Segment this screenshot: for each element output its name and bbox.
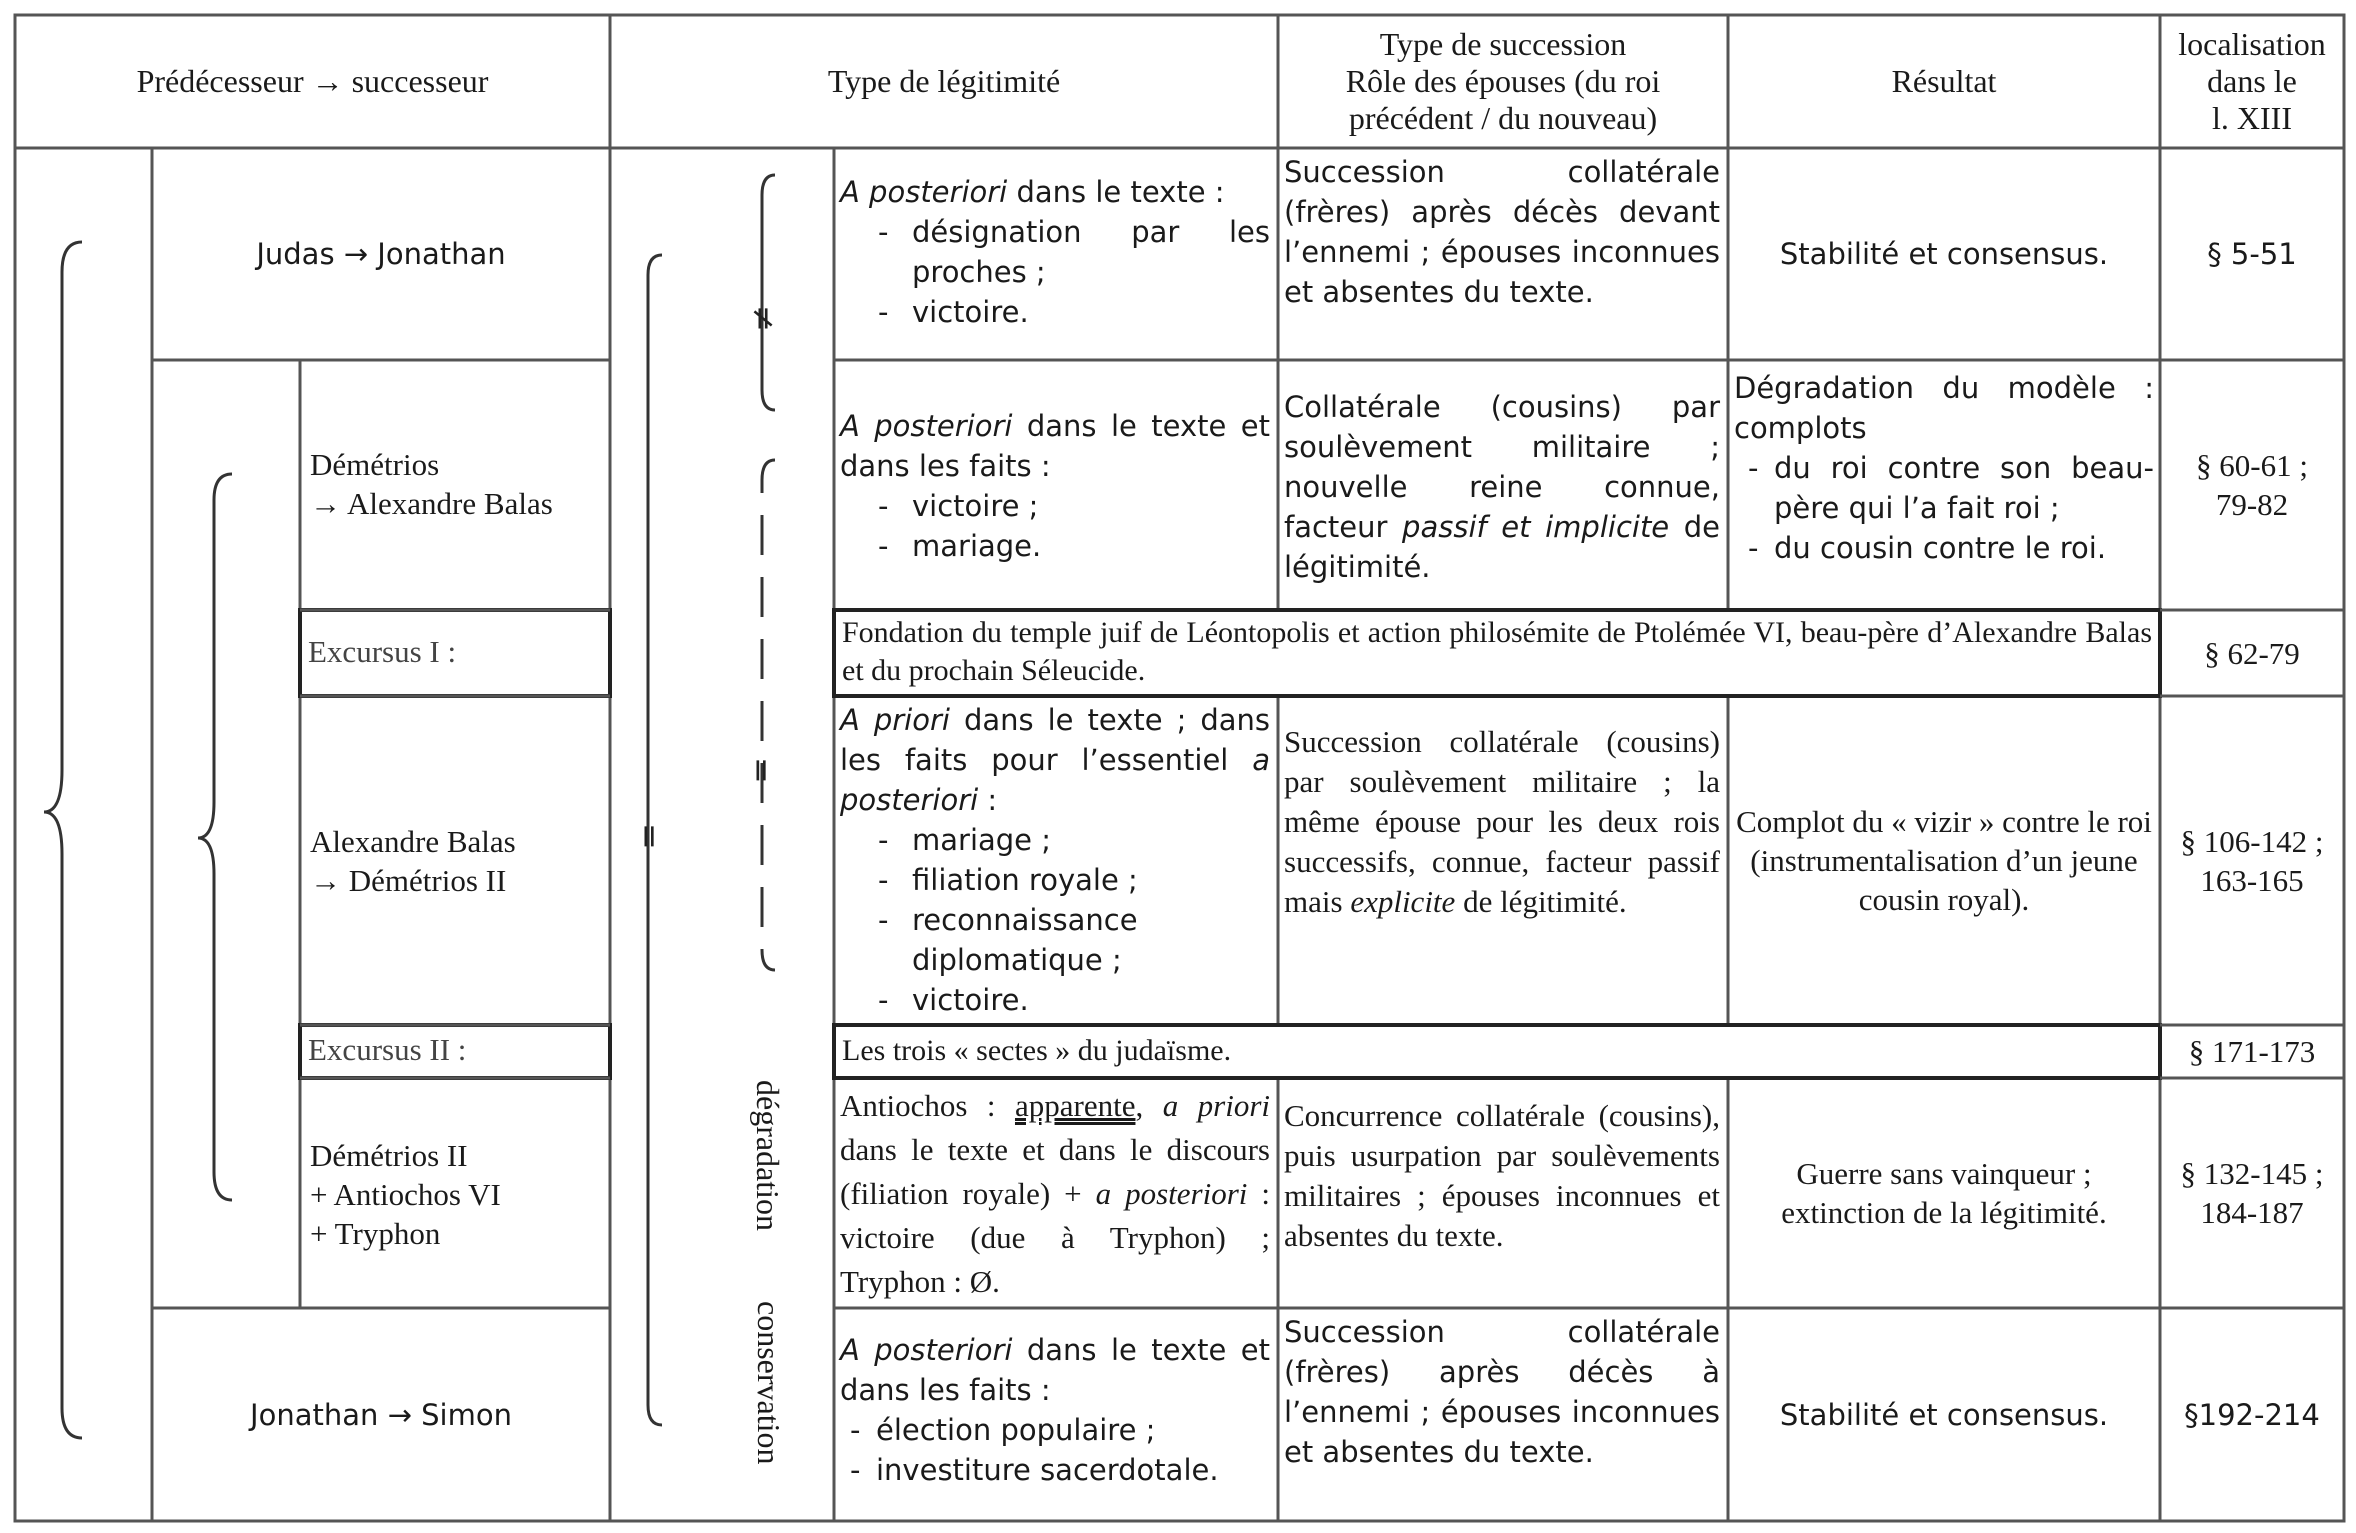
header-col1-label: Prédécesseur → successeur [136, 63, 489, 99]
conservation-label: conservation [751, 1301, 787, 1465]
row1-legitimite-intro [840, 172, 1270, 212]
row2-legitimite-list [840, 486, 1270, 566]
row1-succession-label: Judas → Jonathan [256, 237, 506, 271]
row7-resultat [1728, 1308, 2160, 1521]
row2-legitimite-italic: A posteriori [840, 409, 1013, 443]
list-item: - victoire ; [840, 486, 1270, 526]
dashed-bracket-icon [762, 460, 775, 970]
row2-type-a: Collatérale (cousins) par soulèvement militaire ; nouvelle reine connue, facteur [1284, 390, 1720, 544]
header-col5-line3: l. XIII [2212, 100, 2292, 136]
header-col3-line3: précédent / du nouveau) [1348, 100, 1658, 136]
row2-type-italic: passif et implicite [1402, 510, 1670, 544]
big-brace-icon [44, 242, 82, 1438]
row6-legitimite-c: dans le texte et dans le discours (filiation royale) + [840, 1132, 1270, 1211]
row6-succession-line3: + Tryphon [310, 1216, 441, 1251]
row6-localisation-line1: § 132-145 ; [2180, 1156, 2324, 1191]
row4-legitimite-list [840, 820, 1270, 1020]
row2-legitimite-intro [840, 406, 1270, 486]
row2-localisation [2160, 360, 2344, 610]
not-equal-symbol: ≠ [745, 305, 783, 332]
list-item: - mariage. [840, 526, 1270, 566]
row7-resultat-label: Stabilité et consensus. [1779, 1397, 2109, 1432]
row1-legitimite-text: dans le texte : [1007, 175, 1225, 209]
row2-localisation-line1: § 60-61 ; [2196, 448, 2308, 483]
row2-type [1284, 387, 1720, 587]
row4-resultat-label: Complot du « vizir » contre le roi (instrumentalisation d’un jeune cousin royal). [1736, 804, 2152, 917]
middle-brace-icon [198, 474, 232, 1200]
header-col5-line1: localisation [2178, 26, 2326, 62]
row4-localisation-line1: § 106-142 ; [2180, 823, 2324, 859]
row2-succession [310, 445, 606, 523]
row2-legitimite-text: dans le texte et dans les faits : [840, 409, 1271, 483]
row4-legitimite-italic2: a posteriori [840, 743, 1270, 817]
row7-legitimite-intro [840, 1330, 1270, 1410]
row7-legitimite-list [840, 1410, 1270, 1490]
row4-type-italic: explicite [1350, 884, 1456, 919]
row4-legitimite-italic1: A priori [840, 703, 950, 737]
row6-legitimite-italic1: a priori [1162, 1088, 1271, 1123]
row1-legitimite-italic: A posteriori [840, 175, 1008, 209]
row6-legitimite [840, 1084, 1270, 1304]
row1-type: Succession collatérale (frères) après décès devant l’ennemi ; épouses inconnues et absentes du texte. [1284, 155, 1720, 309]
equal-symbol-main: = [631, 823, 669, 850]
row6-legitimite-a: Antiochos : [840, 1088, 1015, 1123]
excursus2-localisation-label: § 171-173 [2188, 1034, 2316, 1069]
excursus2-localisation [2160, 1025, 2344, 1078]
excursus1-text: Fondation du temple juif de Léontopolis et action philosémite de Ptolémée VI, beau-père d’Alexandre Balas et du prochain Séleucide. [842, 616, 2152, 687]
list-item: - mariage ; [840, 820, 1270, 860]
row4-localisation [2160, 696, 2344, 1025]
row2-resultat-intro: Dégradation du modèle : complots [1734, 371, 2154, 445]
header-col2-label: Type de légitimité [827, 63, 1061, 99]
row4-legitimite-intro [840, 700, 1270, 820]
row4-type-b: de légitimité. [1455, 884, 1627, 919]
row2-succession-line1: Démétrios [310, 447, 440, 482]
row7-legitimite-text: dans le texte et dans les faits : [840, 1333, 1271, 1407]
row2-resultat-list [1734, 448, 2154, 568]
list-item: - filiation royale ; [840, 860, 1270, 900]
equal-symbol-dashed: = [743, 757, 781, 784]
header-col5 [2160, 15, 2344, 148]
row6-succession-line2: + Antiochos VI [310, 1177, 501, 1212]
list-item: - du cousin contre le roi. [1734, 528, 2154, 568]
list-item: - désignation par les proches ; [840, 212, 1270, 292]
header-col5-line2: dans le [2207, 63, 2297, 99]
row6-resultat [1736, 1078, 2152, 1308]
excursus1-label-text: Excursus I : [308, 634, 457, 669]
row6-legitimite-underline: apparente [1014, 1088, 1136, 1123]
row4-legitimite [840, 700, 1270, 1020]
row6-legitimite-d: : victoire (due à Tryphon) ; Tryphon : Ø. [840, 1176, 1270, 1299]
row7-localisation-label: §192-214 [2184, 1397, 2320, 1432]
row1-resultat-label: Stabilité et consensus. [1779, 237, 2109, 271]
list-item: - victoire. [840, 980, 1270, 1020]
list-item: - du roi contre son beau-père qui l’a fait roi ; [1734, 448, 2154, 528]
excursus1-localisation-label: § 62-79 [2204, 635, 2300, 671]
row2-legitimite [840, 406, 1270, 566]
row4-resultat [1736, 696, 2152, 1025]
header-col3 [1278, 15, 1728, 148]
row7-localisation [2160, 1308, 2344, 1521]
row6-succession-line1: Démétrios II [310, 1138, 468, 1173]
row4-succession-line2: → Démétrios II [310, 863, 507, 898]
header-col3-line1: Type de succession [1379, 26, 1627, 62]
row7-legitimite [840, 1330, 1270, 1490]
row2-localisation-line2: 79-82 [2215, 487, 2289, 522]
row4-succession [310, 822, 606, 900]
list-item: - investiture sacerdotale. [840, 1450, 1270, 1490]
row7-type: Succession collatérale (frères) après décès à l’ennemi ; épouses inconnues et absentes du texte. [1284, 1315, 1720, 1469]
row6-legitimite-b: , [1135, 1088, 1163, 1123]
header-col2 [610, 15, 1278, 148]
row2-resultat [1734, 368, 2154, 568]
row6-succession [310, 1136, 606, 1253]
row4-legitimite-text1: dans le texte ; dans les faits pour l’essentiel [840, 703, 1270, 777]
list-item: - victoire. [840, 292, 1270, 332]
row7-legitimite-italic: A posteriori [840, 1333, 1013, 1367]
header-col4-label: Résultat [1891, 63, 1997, 99]
row1-legitimite-list [840, 212, 1270, 332]
row7-succession-label: Jonathan → Simon [250, 1397, 512, 1432]
row4-legitimite-text2: : [978, 783, 998, 817]
list-item: - reconnaissance diplomatique ; [840, 900, 1270, 980]
row4-succession-line1: Alexandre Balas [310, 824, 516, 859]
row6-resultat-line1: Guerre sans vainqueur ; [1796, 1156, 2092, 1191]
excursus1-localisation [2160, 610, 2344, 696]
row2-succession-line2: → Alexandre Balas [310, 486, 553, 521]
upper-bracket-icon [762, 175, 775, 410]
row1-succession [152, 148, 610, 360]
row1-resultat [1728, 148, 2160, 360]
row4-localisation-line2: 163-165 [2200, 862, 2304, 898]
row6-type: Concurrence collatérale (cousins), puis usurpation par soulèvements militaires ; épouses inconnues et absentes du texte. [1284, 1098, 1720, 1253]
header-col1 [15, 15, 610, 148]
excursus2-label-text: Excursus II : [308, 1032, 467, 1067]
row4-type [1284, 722, 1720, 922]
row6-localisation-line2: 184-187 [2200, 1195, 2304, 1230]
row2-type-b: de légitimité. [1284, 510, 1720, 584]
row6-localisation [2160, 1078, 2344, 1308]
header-col3-line2: Rôle des épouses (du roi [1345, 63, 1661, 99]
row7-succession [152, 1308, 610, 1521]
row1-legitimite [840, 172, 1270, 332]
row1-localisation [2160, 148, 2344, 360]
row4-type-a: Succession collatérale (cousins) par soulèvement militaire ; la même épouse pour les deux rois successifs, connue, facteur passif mais [1284, 724, 1720, 919]
header-col4 [1728, 15, 2160, 148]
list-item: - élection populaire ; [840, 1410, 1270, 1450]
degradation-label: dégradation [750, 1080, 786, 1232]
row1-localisation-label: § 5-51 [2207, 237, 2297, 271]
excursus1-label [308, 632, 608, 671]
excursus2-label [308, 1030, 608, 1069]
excursus2-text: Les trois « sectes » du judaïsme. [842, 1034, 1232, 1067]
row6-resultat-line2: extinction de la légitimité. [1781, 1195, 2107, 1230]
row6-legitimite-italic2: a posteriori [1095, 1176, 1248, 1211]
